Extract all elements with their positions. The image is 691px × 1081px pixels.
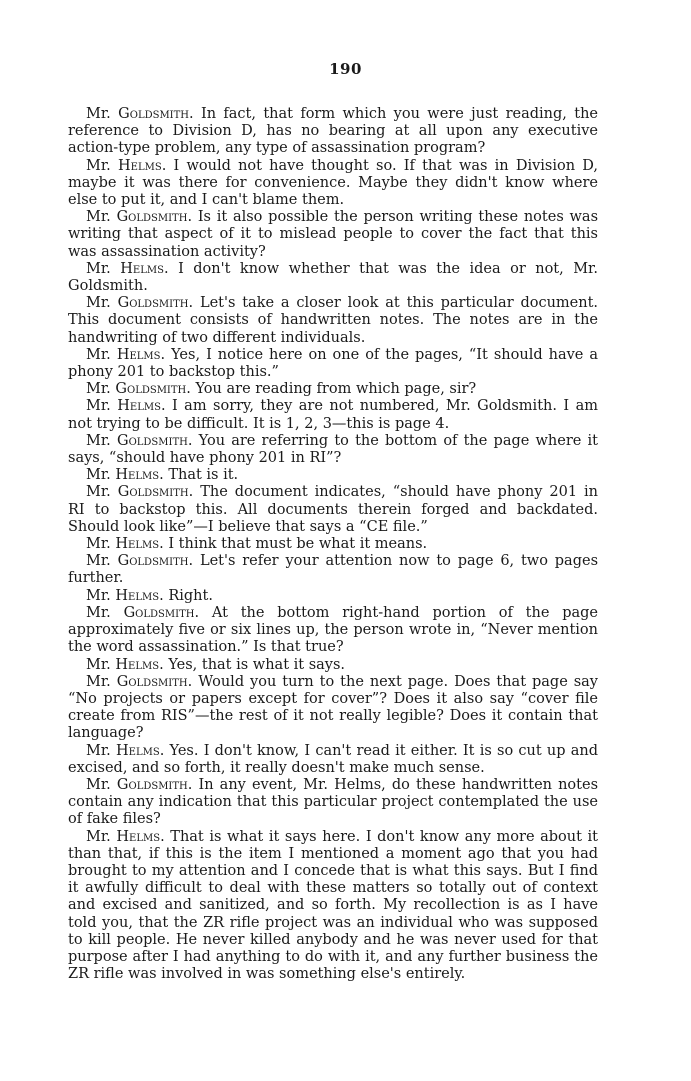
speaker-name: Helms	[116, 828, 161, 845]
speaker-name: Helms	[116, 742, 160, 759]
transcript-paragraph: Mr. Helms. That is it.	[86, 467, 239, 484]
speaker-name: Goldsmith	[116, 673, 188, 690]
statement-text: Yes. I don't know, I can't read it either. It is so cut up and excised, and so forth, it really doesn't make much sense.	[68, 742, 598, 776]
statement-text: You are reading from which page, sir?	[195, 381, 477, 398]
transcript-paragraph: Mr. Helms. I am sorry, they are not numbered, Mr. Goldsmith. I am not trying to be difficult. It is 1, 2, 3—this is page 4.	[68, 398, 598, 432]
statement-text: Would you turn to the next page. Does that page say “No projects or papers except for cover”? Does it also say “cover file create from RIS”—the rest of it not really legible? Does it contain that language?	[68, 673, 599, 742]
speaker-title: Mr.	[86, 381, 111, 398]
speaker-name: Goldsmith	[123, 604, 195, 621]
statement-text: Right.	[168, 587, 213, 604]
transcript-paragraph: Mr. Helms. Right.	[86, 587, 213, 604]
transcript-paragraph: Mr. Helms. Yes, I notice here on one of the pages, “It should have a phony 201 to backstop this.”	[68, 346, 599, 381]
statement-text: Yes, that is what it says.	[168, 656, 346, 673]
speaker-title: Mr.	[86, 467, 111, 484]
transcript-paragraph: Mr. Goldsmith. You are reading from which page, sir?	[86, 381, 477, 398]
speaker-title: Mr.	[86, 295, 111, 312]
speaker-name: Goldsmith	[115, 381, 187, 398]
statement-text: Let's take a closer look at this particular document. This document consists of handwritten notes. The notes are in the handwriting of two different individuals.	[68, 295, 599, 346]
transcript-paragraph: Mr. Goldsmith. At the bottom right-hand portion of the page approximately five or six lines up, the person wrote in, “Never mention the word assassination.” Is that true?	[68, 604, 599, 656]
statement-text: Yes, I notice here on one of the pages, “It should have a phony 201 to backstop this.”	[68, 346, 599, 381]
transcript-paragraph: Mr. Goldsmith. In fact, that form which you were just reading, the reference to Division D, has no bearing at all upon any executive action-type problem, any type of assassination program?	[68, 106, 598, 157]
statement-text: In fact, that form which you were just reading, the reference to Division D, has no bearing at all upon any executive action-type problem, any type of assassination program?	[68, 106, 598, 157]
transcript-paragraph: Mr. Goldsmith. Would you turn to the next page. Does that page say “No projects or papers except for cover”? Does it also say “cover file create from RIS”—the rest of it not really legible? Does it contain that language?	[68, 673, 599, 742]
speaker-name: Goldsmith	[117, 295, 189, 312]
transcript-paragraph: Mr. Helms. Yes. I don't know, I can't read it either. It is so cut up and excised, and so forth, it really doesn't make much sense.	[68, 742, 598, 776]
speaker-name: Helms	[115, 656, 160, 673]
statement-text: The document indicates, “should have phony 201 in RI to backstop this. All documents therein forged and backdated. Should look like”—I believe that says a “CE file.”	[68, 484, 598, 535]
transcript-paragraph: Mr. Helms. I would not have thought so. If that was in Division D, maybe it was there for convenience. Maybe they didn't know where else to put it, and I can't blame them.	[68, 157, 599, 209]
speaker-title: Mr.	[86, 536, 111, 553]
speaker-name: Helms	[117, 398, 161, 415]
statement-text: That is it.	[168, 467, 239, 484]
speaker-name: Helms	[118, 157, 162, 174]
speaker-title: Mr.	[86, 260, 111, 277]
speaker-name: Goldsmith	[117, 553, 189, 570]
speaker-name: Goldsmith	[118, 106, 190, 122]
transcript-paragraph: Mr. Goldsmith. You are referring to the bottom of the page where it says, “should have phony 201 in RI”?	[68, 432, 598, 467]
transcript-paragraph: Mr. Goldsmith. In any event, Mr. Helms, do these handwritten notes contain any indication that this particular project contemplated the use of fake files?	[68, 776, 599, 828]
speaker-name: Helms	[120, 260, 164, 277]
speaker-name: Goldsmith	[116, 432, 188, 449]
statement-text: In any event, Mr. Helms, do these handwritten notes contain any indication that this particular project contemplated the use of fake files?	[68, 776, 599, 828]
speaker-title: Mr.	[86, 828, 111, 845]
transcript-paragraph: Mr. Helms. Yes, that is what it says.	[86, 656, 346, 673]
statement-text: That is what it says here. I don't know any more about it than that, if this is the item I mentioned a moment ago that you had brought to my attention and I concede that is what this says. But I find it awfully difficult to deal with these matters so totally out of context and excised and sanitized, and so forth. My recollection is as I have told you, that the ZR rifle project was an individual who was supposed to kill people. He never killed anybody and he was never used for that purpose after I had anything to do with it, and any further business the ZR rifle was involved in was something else's entirely.	[68, 828, 598, 983]
transcript-paragraph: Mr. Helms. I think that must be what it means.	[86, 536, 428, 553]
statement-text: I don't know whether that was the idea or not, Mr. Goldsmith.	[68, 260, 599, 295]
speaker-title: Mr.	[86, 432, 111, 449]
statement-text: I would not have thought so. If that was in Division D, maybe it was there for convenience. Maybe they didn't know where else to put it, and I can't blame them.	[68, 157, 599, 209]
speaker-name: Goldsmith	[116, 209, 188, 226]
speaker-title: Mr.	[86, 742, 111, 759]
transcript-paragraph: Mr. Goldsmith. Is it also possible the person writing these notes was writing that aspect of it to mislead people to cover the fact that this was assassination activity?	[68, 209, 599, 260]
transcript-paragraph: Mr. Goldsmith. Let's take a closer look at this particular document. This document consists of handwritten notes. The notes are in the handwriting of two different individuals.	[68, 295, 599, 346]
statement-text: At the bottom right-hand portion of the page approximately five or six lines up, the person wrote in, “Never mention the word assassination.” Is that true?	[68, 604, 599, 656]
transcript-paragraph: Mr. Goldsmith. Let's refer your attention now to page 6, two pages further.	[68, 553, 599, 587]
speaker-name: Goldsmith	[116, 776, 188, 793]
speaker-title: Mr.	[86, 106, 111, 122]
statement-text: I think that must be what it means.	[168, 536, 428, 553]
statement-text: I am sorry, they are not numbered, Mr. Goldsmith. I am not trying to be difficult. It is 1, 2, 3—this is page 4.	[68, 398, 598, 432]
speaker-name: Helms	[115, 536, 160, 553]
transcript-paragraph: Mr. Helms. That is what it says here. I don't know any more about it than that, if this is the item I mentioned a moment ago that you had brought to my attention and I concede that is what this says. But I find it awfully difficult to deal with these matters so totally out of context and excised and sanitized, and so forth. My recollection is as I have told you, that the ZR rifle project was an individual who was supposed to kill people. He never killed anybody and he was never used for that purpose after I had anything to do with it, and any further business the ZR rifle was involved in was something else's entirely.	[68, 828, 598, 983]
speaker-title: Mr.	[86, 346, 111, 363]
speaker-title: Mr.	[86, 673, 111, 690]
speaker-name: Goldsmith	[117, 484, 189, 501]
speaker-name: Helms	[115, 467, 160, 484]
statement-text: Is it also possible the person writing these notes was writing that aspect of it to mislead people to cover the fact that this was assassination activity?	[68, 209, 599, 260]
statement-text: You are referring to the bottom of the page where it says, “should have phony 201 in RI”?	[68, 432, 598, 467]
transcript-paragraph: Mr. Helms. I don't know whether that was the idea or not, Mr. Goldsmith.	[68, 260, 599, 295]
speaker-title: Mr.	[86, 484, 111, 501]
page-number: 190	[329, 60, 362, 78]
transcript-body	[68, 106, 598, 983]
speaker-title: Mr.	[86, 656, 111, 673]
speaker-title: Mr.	[86, 587, 111, 604]
speaker-title: Mr.	[86, 398, 111, 415]
speaker-title: Mr.	[86, 604, 111, 621]
speaker-title: Mr.	[86, 776, 111, 793]
speaker-title: Mr.	[86, 209, 111, 226]
statement-text: Let's refer your attention now to page 6, two pages further.	[68, 553, 599, 587]
speaker-name: Helms	[116, 346, 161, 363]
speaker-title: Mr.	[86, 553, 111, 570]
transcript-paragraph: Mr. Goldsmith. The document indicates, “should have phony 201 in RI to backstop this. All documents therein forged and backdated. Should look like”—I believe that says a “CE file.”	[68, 484, 598, 535]
speaker-title: Mr.	[86, 157, 111, 174]
speaker-name: Helms	[115, 587, 160, 604]
